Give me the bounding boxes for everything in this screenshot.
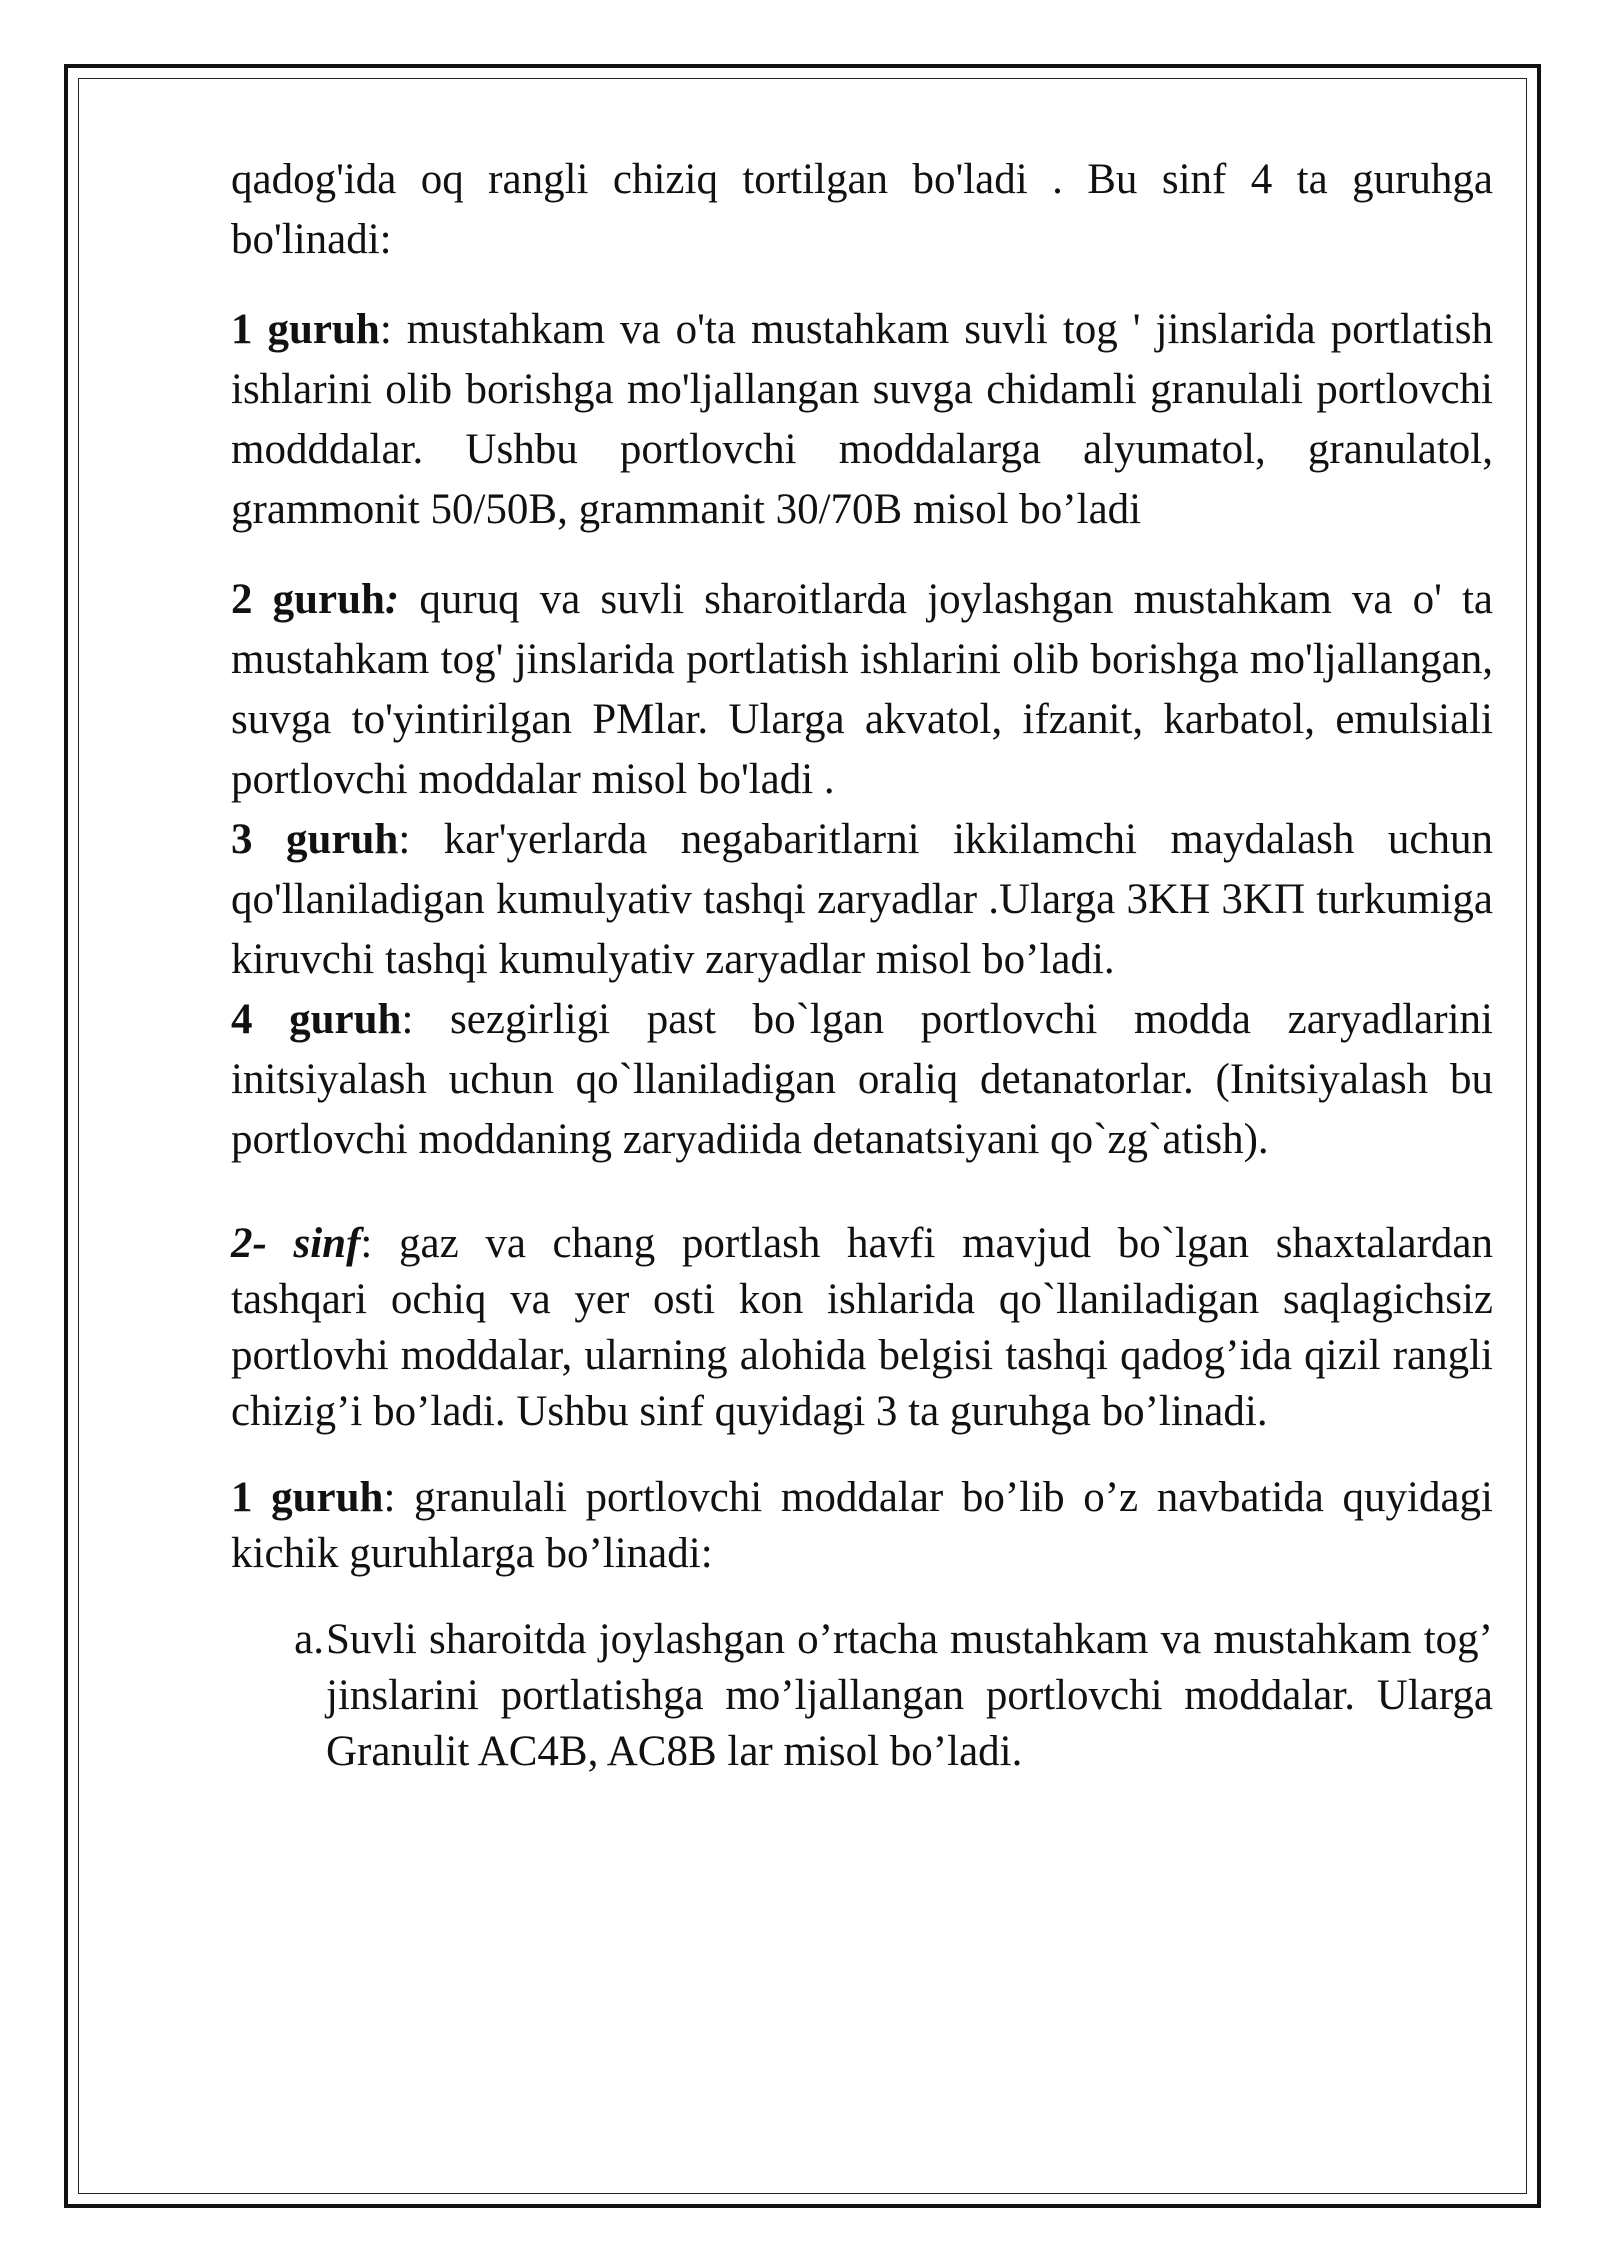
group-1-label: 1 guruh: [231, 306, 380, 353]
class-2-label: 2- sinf: [231, 1220, 361, 1267]
paragraph-group-3: [231, 810, 1493, 990]
paragraph-class-2-group-1: [231, 1470, 1493, 1582]
group-4-text: : sezgirligi past bo`lgan portlovchi modda zaryadlarini initsiyalash uchun qo`llaniladigan oraliq detanatorlar. (Initsiyalash bu portlovchi moddaning zaryadiida detanatsiyani qo`zg`atish).: [231, 996, 1493, 1163]
paragraph-intro: qadog'ida oq rangli chiziq tortilgan bo'ladi . Bu sinf 4 ta guruhga bo'linadi:: [231, 156, 1493, 263]
list-marker-a: a.: [294, 1616, 324, 1663]
list-item-a: [231, 1612, 1493, 1780]
list-text-a: Suvli sharoitda joylashgan o’rtacha mustahkam va mustahkam tog’ jinslarini portlatishga mo’ljallangan portlovchi moddalar. Ularga Granulit AC4B, AC8B lar misol bo’ladi.: [326, 1616, 1493, 1775]
paragraph-class-2: [231, 1216, 1493, 1440]
group-2-label: 2 guruh: [231, 576, 385, 623]
class-2-group-1-label: 1 guruh: [231, 1474, 384, 1521]
group-4-label: 4 guruh: [231, 996, 402, 1043]
group-2-text: quruq va suvli sharoitlarda joylashgan mustahkam va o' ta mustahkam tog' jinslarida portlatish ishlarini olib borishga mo'ljallangan, suvga to'yintirilgan PMlar. Ularga akvatol, ifzanit, karbatol, emulsiali portlovchi moddalar misol bo'ladi .: [231, 576, 1493, 803]
paragraph-group-4: [231, 990, 1493, 1170]
group-2-colon: :: [384, 576, 400, 623]
group-3-text: : kar'yerlarda negabaritlarni ikkilamchi maydalash uchun qo'llaniladigan kumulyativ tashqi zaryadlar .Ularga 3KH 3KП turkumiga kiruvchi tashqi kumulyativ zaryadlar misol bo’ladi.: [231, 816, 1493, 983]
class-2-text: : gaz va chang portlash havfi mavjud bo`lgan shaxtalardan tashqari ochiq va yer osti kon ishlarida qo`llaniladigan saqlagichsiz portlovhi moddalar, ularning alohida belgisi tashqi qadog’ida qizil rangli chizig’i bo’ladi. Ushbu sinf quyidagi 3 ta guruhga bo’linadi.: [231, 1220, 1493, 1435]
group-1-text: : mustahkam va o'ta mustahkam suvli tog ' jinslarida portlatish ishlarini olib borishga mo'ljallangan suvga chidamli granulali portlovchi modddalar. Ushbu portlovchi moddalarga alyumatol, granulatol, grammonit 50/50B, grammanit 30/70B misol bo’ladi: [231, 306, 1493, 533]
paragraph-group-2: [231, 570, 1493, 810]
class-2-group-1-text: : granulali portlovchi moddalar bo’lib o’z navbatida quyidagi kichik guruhlarga bo’linadi:: [231, 1474, 1493, 1577]
paragraph-group-1: [231, 300, 1493, 540]
document-body: [231, 150, 1493, 1780]
group-3-label: 3 guruh: [231, 816, 399, 863]
